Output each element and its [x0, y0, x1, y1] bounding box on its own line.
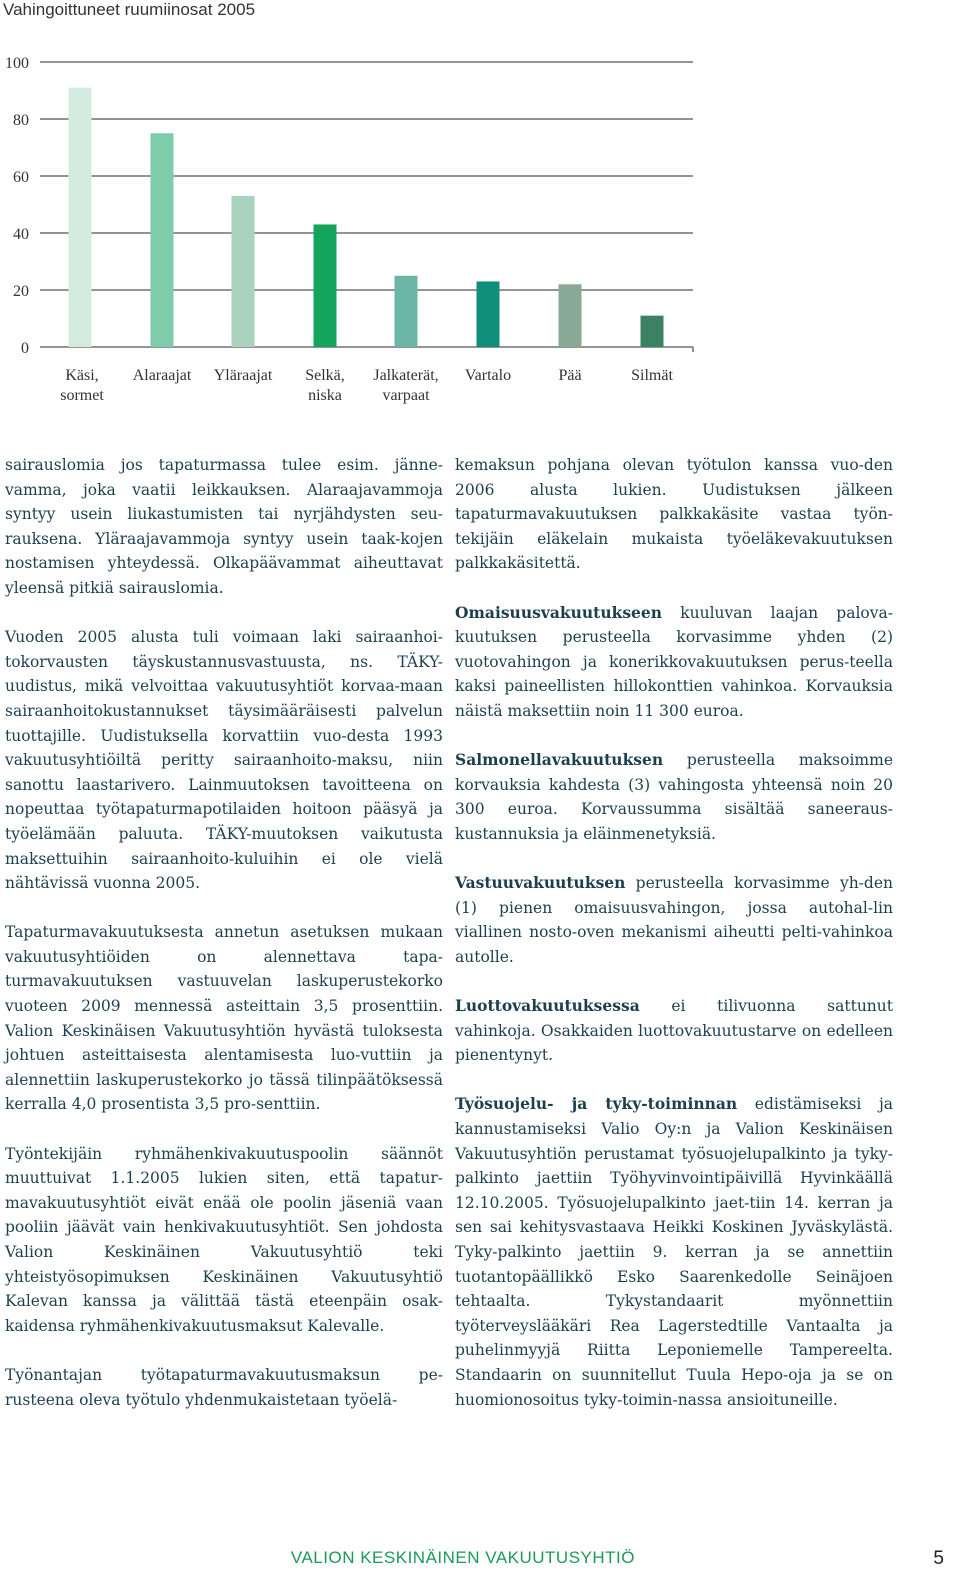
paragraph	[455, 994, 893, 1068]
chart-title: Vahingoittuneet ruumiinosat 2005	[3, 0, 256, 19]
paragraph: Työntekijäin ryhmähenkivakuutuspoolin säännöt muuttuivat 1.1.2005 lukien siten, että tapatur-mavakuutusyhtiöt eivät enää ole poolin jäseniä vaan pooliin jäävät vain henkivakuutusyhtiöt. Sen johdosta Valion Keskinäinen Vakuutusyhtiö teki yhteistyösopimuksen Keskinäinen Vakuutusyhtiö Kalevan kanssa ja välittää tästä eteenpäin osak-kaidensa ryhmähenkivakuutusmaksut Kalevalle.	[5, 1144, 443, 1335]
y-tick-label: 20	[13, 283, 29, 300]
paragraph: Tapaturmavakuutuksesta annetun asetuksen mukaan vakuutusyhtiöiden on alennettava tapa-turmavakuutuksen vastuuvelan laskuperustekorko vuoteen 2009 mennessä asteittain 3,5 prosenttiin. Valion Keskinäisen Vakuutusyhtiön hyvästä tuloksesta johtuen asteittaisesta alentamisesta luo-vuttiin ja alennettiin laskuperustekorko jo tässä tilinpäätöksessä kerralla 4,0 prosentista 3,5 pro-senttiin.	[5, 923, 443, 1114]
left-column	[5, 453, 443, 1437]
lead-term: Salmonellavakuutuksen	[455, 750, 664, 770]
paragraph	[455, 871, 893, 969]
x-tick-label: Yläraajat	[213, 367, 273, 384]
x-tick-label: Silmät	[631, 367, 673, 384]
lead-term: Työsuojelu- ja tyky-toiminnan	[455, 1094, 738, 1114]
lead-term: Omaisuusvakuutukseen	[455, 602, 663, 622]
paragraph-text: perusteella maksoimme korvauksia kahdesta (3) vahingosta yhteensä noin 20 300 euroa. Korvaussumma sisältää saneeraus-kustannuksia ja eläinmenetyksiä.	[455, 751, 893, 843]
y-tick-label: 80	[13, 112, 29, 129]
paragraph-text: perusteella korvasimme yh-den (1) pienen omaisuusvahingon, jossa autohal-lin viallinen nosto-oven mekanismi aiheutti pelti-vahinkoa autolle.	[455, 874, 893, 966]
paragraph	[455, 748, 893, 846]
bar	[559, 284, 582, 347]
footer-company-name: VALION KESKINÄINEN VAKUUTUSYHTIÖ	[290, 1548, 635, 1567]
lead-term: Luottovakuutuksessa	[455, 996, 640, 1016]
paragraph: Työnantajan työtapaturmavakuutusmaksun pe-rusteena oleva työtulo yhdenmukaistetaan työelä-	[5, 1365, 443, 1409]
lead-term: Vastuuvakuutuksen	[455, 873, 626, 893]
bar	[395, 276, 418, 347]
paragraph-text: kuuluvan laajan palova-kuutuksen perusteella korvasimme yhden (2) vuotovahingon ja konerikkovakuutuksen perus-teella kaksi paineellisten hillokonttien vahinkoa. Korvauksia näistä maksettiin noin 11 300 euroa.	[455, 603, 893, 720]
bar	[69, 88, 92, 347]
paragraph: Vuoden 2005 alusta tuli voimaan laki sairaanhoi-tokorvausten täyskustannusvastuusta, ns. TÄKY-uudistus, mikä velvoittaa vakuutusyhtiöt korvaa-maan sairaanhoitokustannukset täysimääräisesti palvelun tuottajille. Uudistuksella korvattiin vuo-desta 1993 vakuutusyhtiöiltä peritty sairaanhoito-maksu, niin sanottu laastarivero. Lainmuutoksen tavoitteena on nopeuttaa työtapaturmapotilaiden hoitoon pääsyä ja työelämään paluuta. TÄKY-muutoksen vaikutusta maksettuihin sairaanhoito-kuluihin ei ole vielä nähtävissä vuonna 2005.	[5, 628, 443, 893]
x-tick-label: Vartalo	[464, 367, 512, 384]
y-tick-label: 60	[13, 169, 29, 186]
bar	[314, 224, 337, 347]
bar	[641, 316, 664, 347]
paragraph	[455, 1092, 893, 1412]
bar	[151, 133, 174, 347]
bar	[232, 196, 255, 347]
paragraph-text: edistämiseksi ja kannustamiseksi Valio Oy:n ja Valion Keskinäisen Vakuutusyhtiön perustamat työsuojelupalkinto ja tyky-palkinto jaettiin Työhyvinvointipäivillä Hyvinkäällä 12.10.2005. Työsuojelupalkinto jaet-tiin 14. kerran ja sen sai kehitysvastaava Heikki Koskinen Jyväskylästä. Tyky-palkinto jaettiin 9. kerran ja se annettiin tuotantopäällikkö Esko Saarenkedolle Seinäjoen tehtaalta. Tykystandaarit myönnettiin työterveyslääkäri Rea Lagerstedtille Vantaalta ja puhelinmyyjä Riitta Leponiemelle Tampereelta. Standaarin on suunnitellut Tuula Hepo-oja ja se on huomionosoitus tyky-toimin-nassa ansioituneille.	[455, 1095, 894, 1409]
paragraph: kemaksun pohjana olevan työtulon kanssa vuo-den 2006 alusta lukien. Uudistuksen jälkeen tapaturmavakuutuksen palkkakäsite vastaa työn-tekijäin eläkelain mukaista työeläkevakuutuksen palkkakäsitettä.	[455, 456, 893, 573]
y-tick-label: 100	[5, 55, 29, 72]
x-tick-label: Selkä, niska	[305, 367, 345, 404]
y-tick-label: 40	[13, 226, 29, 243]
paragraph-text: ei tilivuonna sattunut vahinkoja. Osakkaiden luottovakuutustarve on edelleen pienentynyt.	[455, 997, 893, 1065]
y-tick-label: 0	[21, 340, 29, 357]
paragraph: sairauslomia jos tapaturmassa tulee esim. jänne-vamma, joka vaatii leikkauksen. Alaraajavammoja syntyy usein liukastumisten tai nyrjähdysten seu-rauksena. Yläraajavammoja syntyy usein taak-kojen nostamisen yhteydessä. Olkapäävammat aiheuttavat yleensä pitkiä sairauslomia.	[5, 456, 443, 597]
x-tick-label: Käsi, sormet	[60, 367, 104, 404]
right-column	[455, 453, 893, 1437]
x-tick-label: Alaraajat	[132, 367, 192, 384]
page-number: 5	[933, 1548, 944, 1569]
bar-chart	[0, 40, 700, 420]
x-tick-label: Jalkaterät, varpaat	[373, 367, 439, 404]
x-tick-label: Pää	[558, 367, 582, 384]
paragraph	[455, 601, 893, 724]
bar	[477, 281, 500, 347]
